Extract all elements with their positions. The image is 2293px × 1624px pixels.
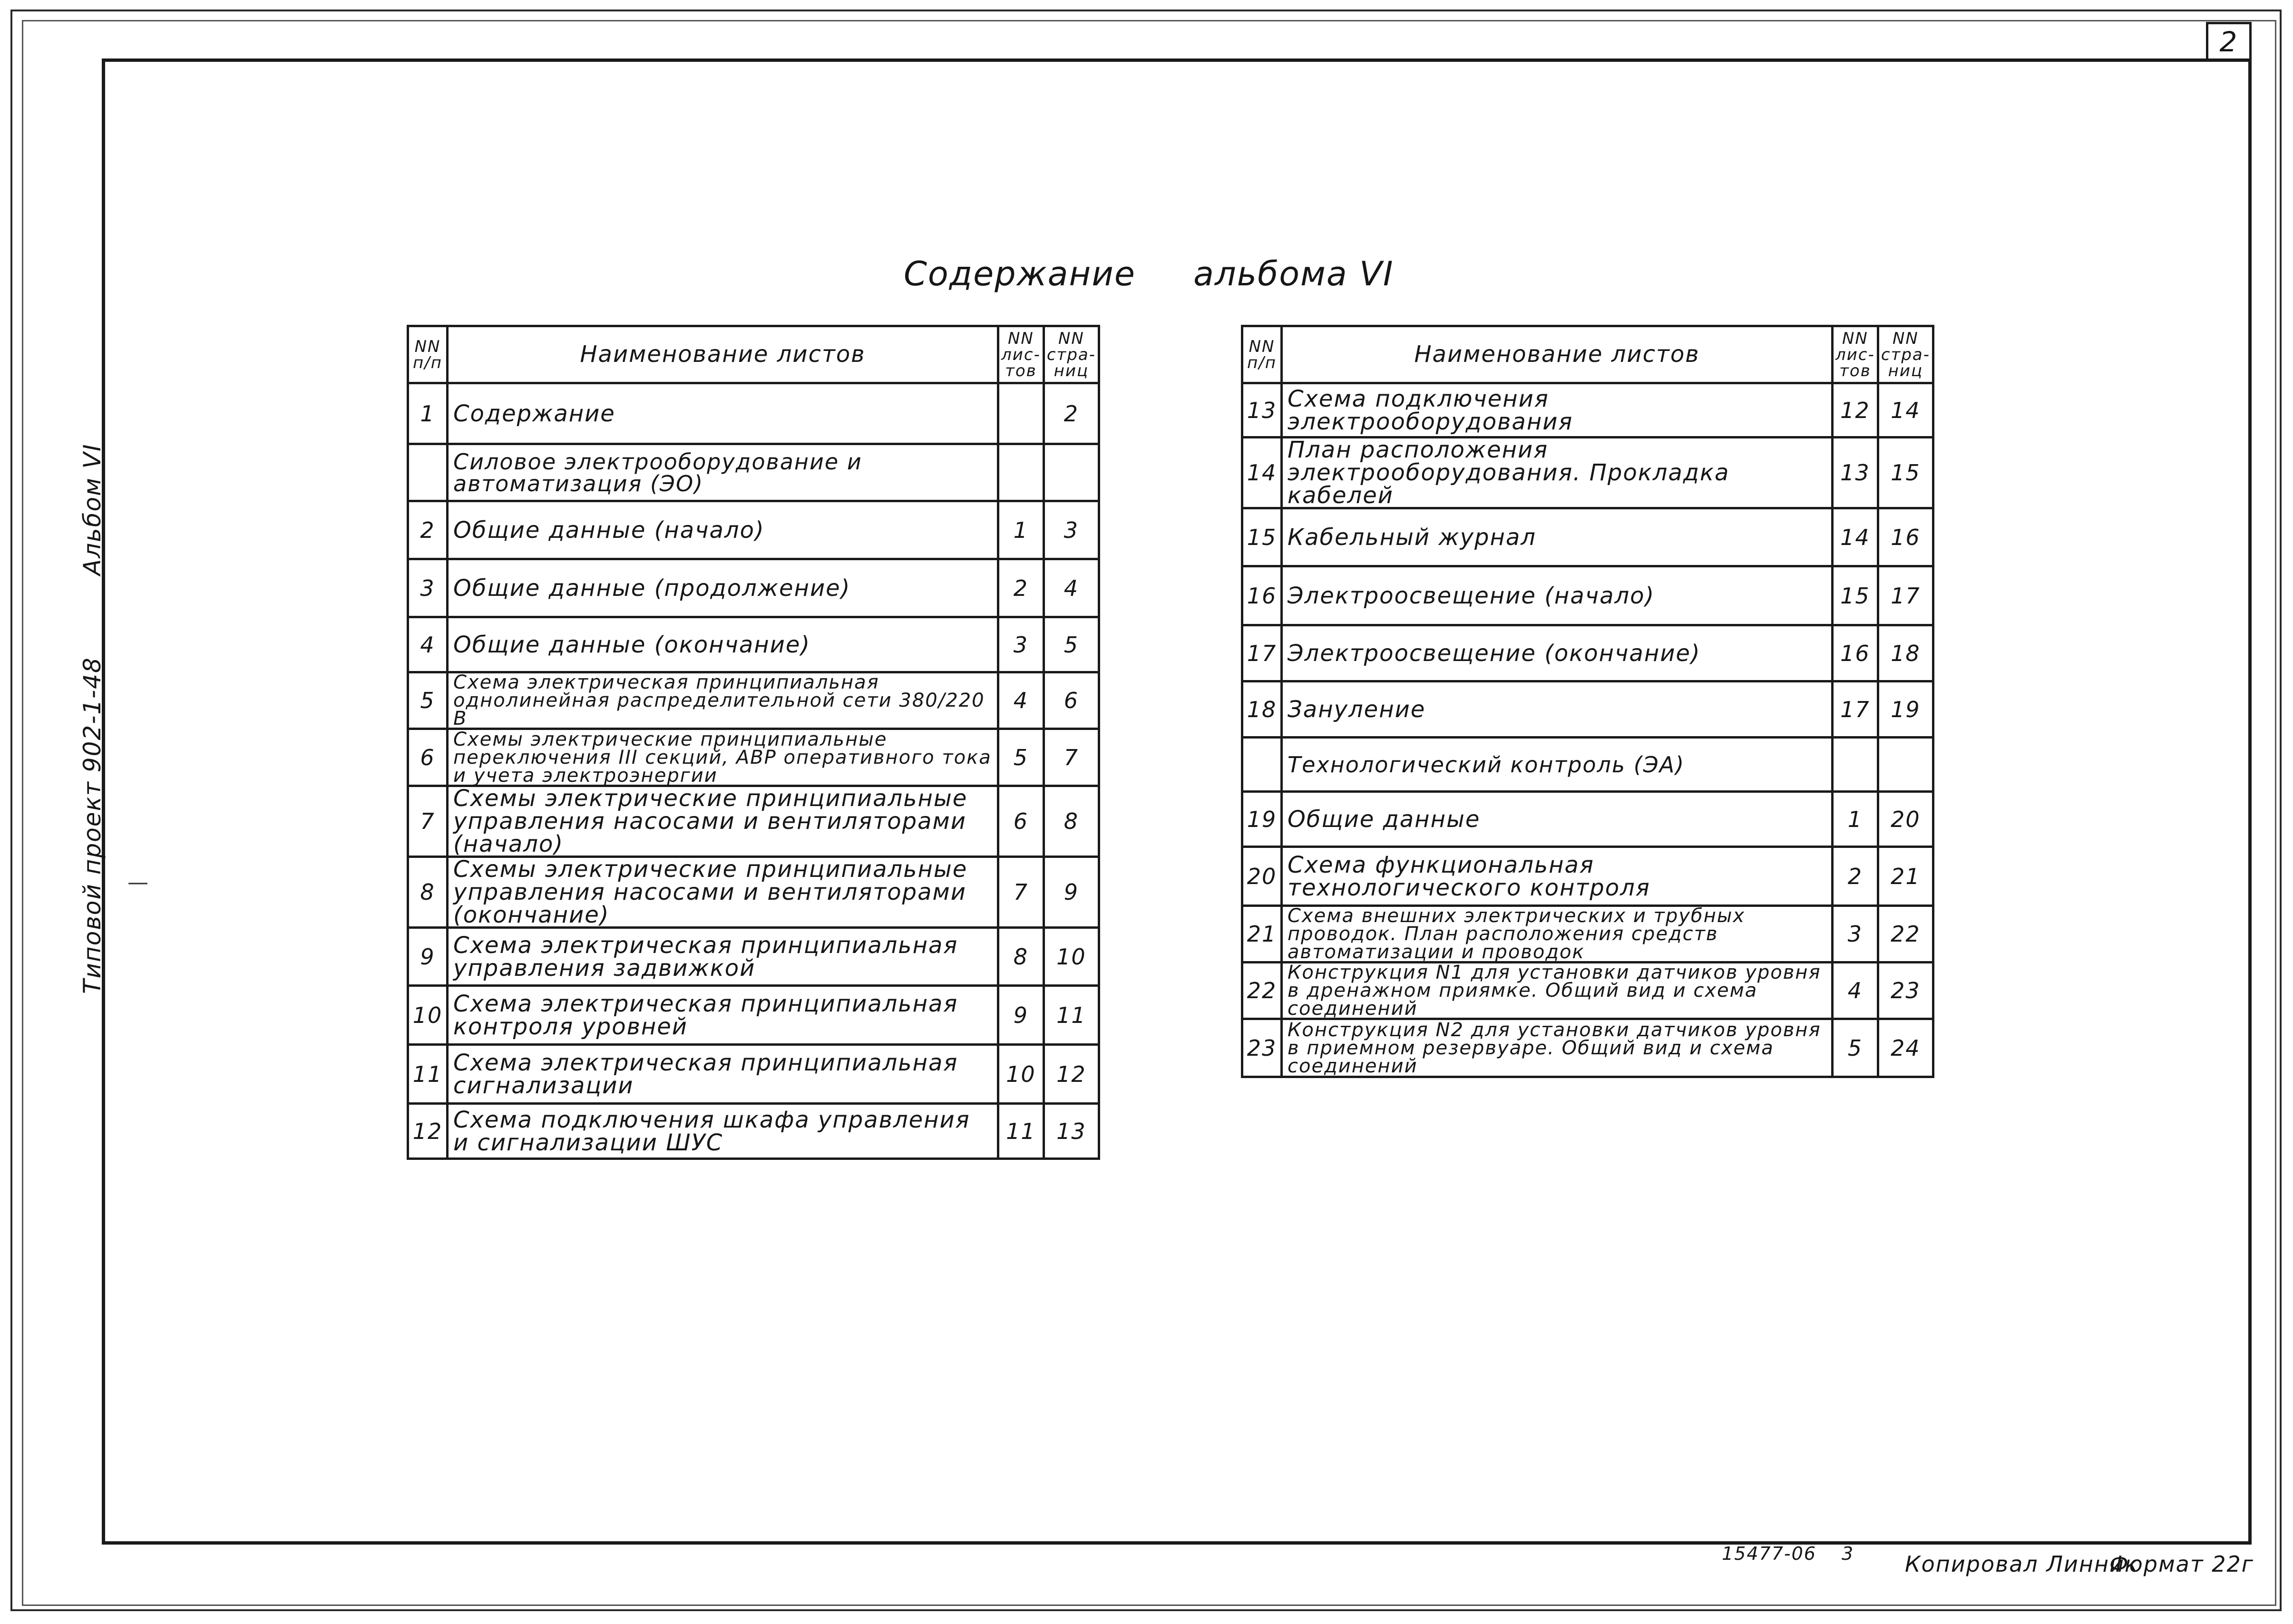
- table-row: [1242, 383, 1933, 438]
- row-sheet: 11: [998, 1104, 1044, 1159]
- contents-table-right-body: [1242, 383, 1933, 1077]
- row-page: 19: [1878, 681, 1933, 738]
- row-index: 13: [1242, 383, 1282, 438]
- table-row: [408, 383, 1099, 444]
- row-name: Схема электрическая принципиальная однолинейная распределительной сети 380/220 В: [448, 672, 998, 729]
- row-page: 23: [1878, 963, 1933, 1019]
- row-sheet: 9: [998, 986, 1044, 1045]
- row-index: 18: [1242, 681, 1282, 738]
- row-page: 2: [1044, 383, 1099, 444]
- row-name: План расположения электрооборудования. Прокладка кабелей: [1282, 438, 1833, 508]
- table-row: [1242, 566, 1933, 625]
- table-row: [408, 617, 1099, 672]
- row-index: 7: [408, 786, 448, 857]
- table-row: [1242, 625, 1933, 681]
- document-number: 15477-06: [1722, 1543, 1816, 1564]
- row-index: 5: [408, 672, 448, 729]
- row-name: Силовое электрооборудование и автоматизация (ЭО): [448, 444, 998, 501]
- row-index: 16: [1242, 566, 1282, 625]
- table-row: [1242, 508, 1933, 566]
- row-name: Общие данные (начало): [448, 501, 998, 559]
- contents-table-left-body: [408, 383, 1099, 1159]
- table-row: [408, 672, 1099, 729]
- row-index: 12: [408, 1104, 448, 1159]
- table-row: [408, 786, 1099, 857]
- row-page: 9: [1044, 857, 1099, 928]
- row-page: 4: [1044, 559, 1099, 617]
- contents-table-left: [407, 325, 1100, 1160]
- row-index: 15: [1242, 508, 1282, 566]
- row-page: 15: [1878, 438, 1933, 508]
- row-index: 9: [408, 928, 448, 986]
- margin-dash: —: [127, 870, 148, 895]
- row-sheet: 1: [998, 501, 1044, 559]
- row-sheet: 6: [998, 786, 1044, 857]
- row-sheet: 2: [998, 559, 1044, 617]
- row-name: Схема подключения шкафа управления и сигнализации ШУС: [448, 1104, 998, 1159]
- index-column-header: NN п/п: [408, 326, 448, 383]
- table-row: [408, 928, 1099, 986]
- row-page: 17: [1878, 566, 1933, 625]
- row-index: 22: [1242, 963, 1282, 1019]
- row-index: 6: [408, 729, 448, 786]
- table-row: [1242, 1019, 1933, 1077]
- page-number-box: 2: [2206, 22, 2252, 59]
- table-row: [1242, 963, 1933, 1019]
- row-sheet: 3: [1833, 906, 1878, 963]
- table-row: [408, 1104, 1099, 1159]
- row-sheet: 4: [998, 672, 1044, 729]
- copied-by: Копировал Линник: [1905, 1551, 2139, 1577]
- row-sheet: 4: [1833, 963, 1878, 1019]
- table-row: [1242, 792, 1933, 847]
- row-sheet: 5: [1833, 1019, 1878, 1077]
- table-row: [408, 857, 1099, 928]
- row-name: Схема электрическая принципиальная управления задвижкой: [448, 928, 998, 986]
- contents-table-right: [1241, 325, 1934, 1078]
- row-sheet: 15: [1833, 566, 1878, 625]
- row-index: 19: [1242, 792, 1282, 847]
- row-sheet: 16: [1833, 625, 1878, 681]
- row-name: Схема функциональная технологического контроля: [1282, 847, 1833, 906]
- row-sheet: 1: [1833, 792, 1878, 847]
- row-index: 21: [1242, 906, 1282, 963]
- row-index: 23: [1242, 1019, 1282, 1077]
- row-sheet: 10: [998, 1045, 1044, 1104]
- row-name: Электроосвещение (окончание): [1282, 625, 1833, 681]
- table-row: [408, 501, 1099, 559]
- row-page: 5: [1044, 617, 1099, 672]
- row-page: 3: [1044, 501, 1099, 559]
- table-row: [1242, 906, 1933, 963]
- row-page: 8: [1044, 786, 1099, 857]
- row-page: 21: [1878, 847, 1933, 906]
- row-sheet: 8: [998, 928, 1044, 986]
- row-name: Схема внешних электрических и трубных проводок. План расположения средств автоматизации и проводок: [1282, 906, 1833, 963]
- table-row: [1242, 681, 1933, 738]
- section-row: [408, 444, 1099, 501]
- row-page: 13: [1044, 1104, 1099, 1159]
- table-row: [408, 986, 1099, 1045]
- row-sheet: 3: [998, 617, 1044, 672]
- row-name: Конструкция N1 для установки датчиков уровня в дренажном приямке. Общий вид и схема соединений: [1282, 963, 1833, 1019]
- sheet-mark: 3: [1842, 1543, 1854, 1564]
- index-column-header: NN п/п: [1242, 326, 1282, 383]
- row-index: 4: [408, 617, 448, 672]
- row-index: 10: [408, 986, 448, 1045]
- row-page: 20: [1878, 792, 1933, 847]
- section-row: [1242, 738, 1933, 792]
- row-page: 22: [1878, 906, 1933, 963]
- row-index: [408, 444, 448, 501]
- row-sheet: 13: [1833, 438, 1878, 508]
- page-title: Содержание альбома VI: [904, 254, 1394, 293]
- row-name: Схема электрическая принципиальная контроля уровней: [448, 986, 998, 1045]
- row-page: 6: [1044, 672, 1099, 729]
- table-row: [1242, 847, 1933, 906]
- pages-column-header: NN стра-ниц: [1044, 326, 1099, 383]
- row-page: [1878, 738, 1933, 792]
- row-name: Схемы электрические принципиальные переключения III секций, АВР оперативного тока и учета электроэнергии: [448, 729, 998, 786]
- format-label: Формат 22г: [2109, 1551, 2254, 1577]
- row-sheet: [998, 444, 1044, 501]
- row-page: 14: [1878, 383, 1933, 438]
- row-sheet: 14: [1833, 508, 1878, 566]
- row-page: 16: [1878, 508, 1933, 566]
- row-page: 18: [1878, 625, 1933, 681]
- row-name: Схемы электрические принципиальные управления насосами и вентиляторами (начало): [448, 786, 998, 857]
- row-name: Содержание: [448, 383, 998, 444]
- row-sheet: [998, 383, 1044, 444]
- album-side-label: Альбом VI: [78, 443, 106, 575]
- table-row: [408, 1045, 1099, 1104]
- row-sheet: 7: [998, 857, 1044, 928]
- row-name: Зануление: [1282, 681, 1833, 738]
- name-column-header: Наименование листов: [1282, 326, 1833, 383]
- row-sheet: 17: [1833, 681, 1878, 738]
- row-name: Кабельный журнал: [1282, 508, 1833, 566]
- table-row: [1242, 438, 1933, 508]
- row-name: Схема электрическая принципиальная сигнализации: [448, 1045, 998, 1104]
- row-index: 8: [408, 857, 448, 928]
- row-index: 3: [408, 559, 448, 617]
- row-page: 24: [1878, 1019, 1933, 1077]
- row-page: 12: [1044, 1045, 1099, 1104]
- row-name: Технологический контроль (ЭА): [1282, 738, 1833, 792]
- row-page: [1044, 444, 1099, 501]
- row-name: Общие данные (окончание): [448, 617, 998, 672]
- row-index: 17: [1242, 625, 1282, 681]
- row-name: Электроосвещение (начало): [1282, 566, 1833, 625]
- row-name: Общие данные (продолжение): [448, 559, 998, 617]
- row-name: Конструкция N2 для установки датчиков уровня в приемном резервуаре. Общий вид и схема соединений: [1282, 1019, 1833, 1077]
- row-page: 10: [1044, 928, 1099, 986]
- row-name: Общие данные: [1282, 792, 1833, 847]
- pages-column-header: NN стра-ниц: [1878, 326, 1933, 383]
- row-index: 1: [408, 383, 448, 444]
- row-index: [1242, 738, 1282, 792]
- row-index: 20: [1242, 847, 1282, 906]
- table-row: [408, 559, 1099, 617]
- row-sheet: 12: [1833, 383, 1878, 438]
- table-row: [408, 729, 1099, 786]
- row-index: 2: [408, 501, 448, 559]
- sheets-column-header: NN лис-тов: [998, 326, 1044, 383]
- row-sheet: 5: [998, 729, 1044, 786]
- row-index: 14: [1242, 438, 1282, 508]
- name-column-header: Наименование листов: [448, 326, 998, 383]
- row-sheet: 2: [1833, 847, 1878, 906]
- sheets-column-header: NN лис-тов: [1833, 326, 1878, 383]
- row-name: Схема подключения электрооборудования: [1282, 383, 1833, 438]
- row-sheet: [1833, 738, 1878, 792]
- row-page: 7: [1044, 729, 1099, 786]
- row-page: 11: [1044, 986, 1099, 1045]
- row-index: 11: [408, 1045, 448, 1104]
- project-side-label: Типовой проект 902-1-48: [78, 657, 106, 994]
- row-name: Схемы электрические принципиальные управления насосами и вентиляторами (окончание): [448, 857, 998, 928]
